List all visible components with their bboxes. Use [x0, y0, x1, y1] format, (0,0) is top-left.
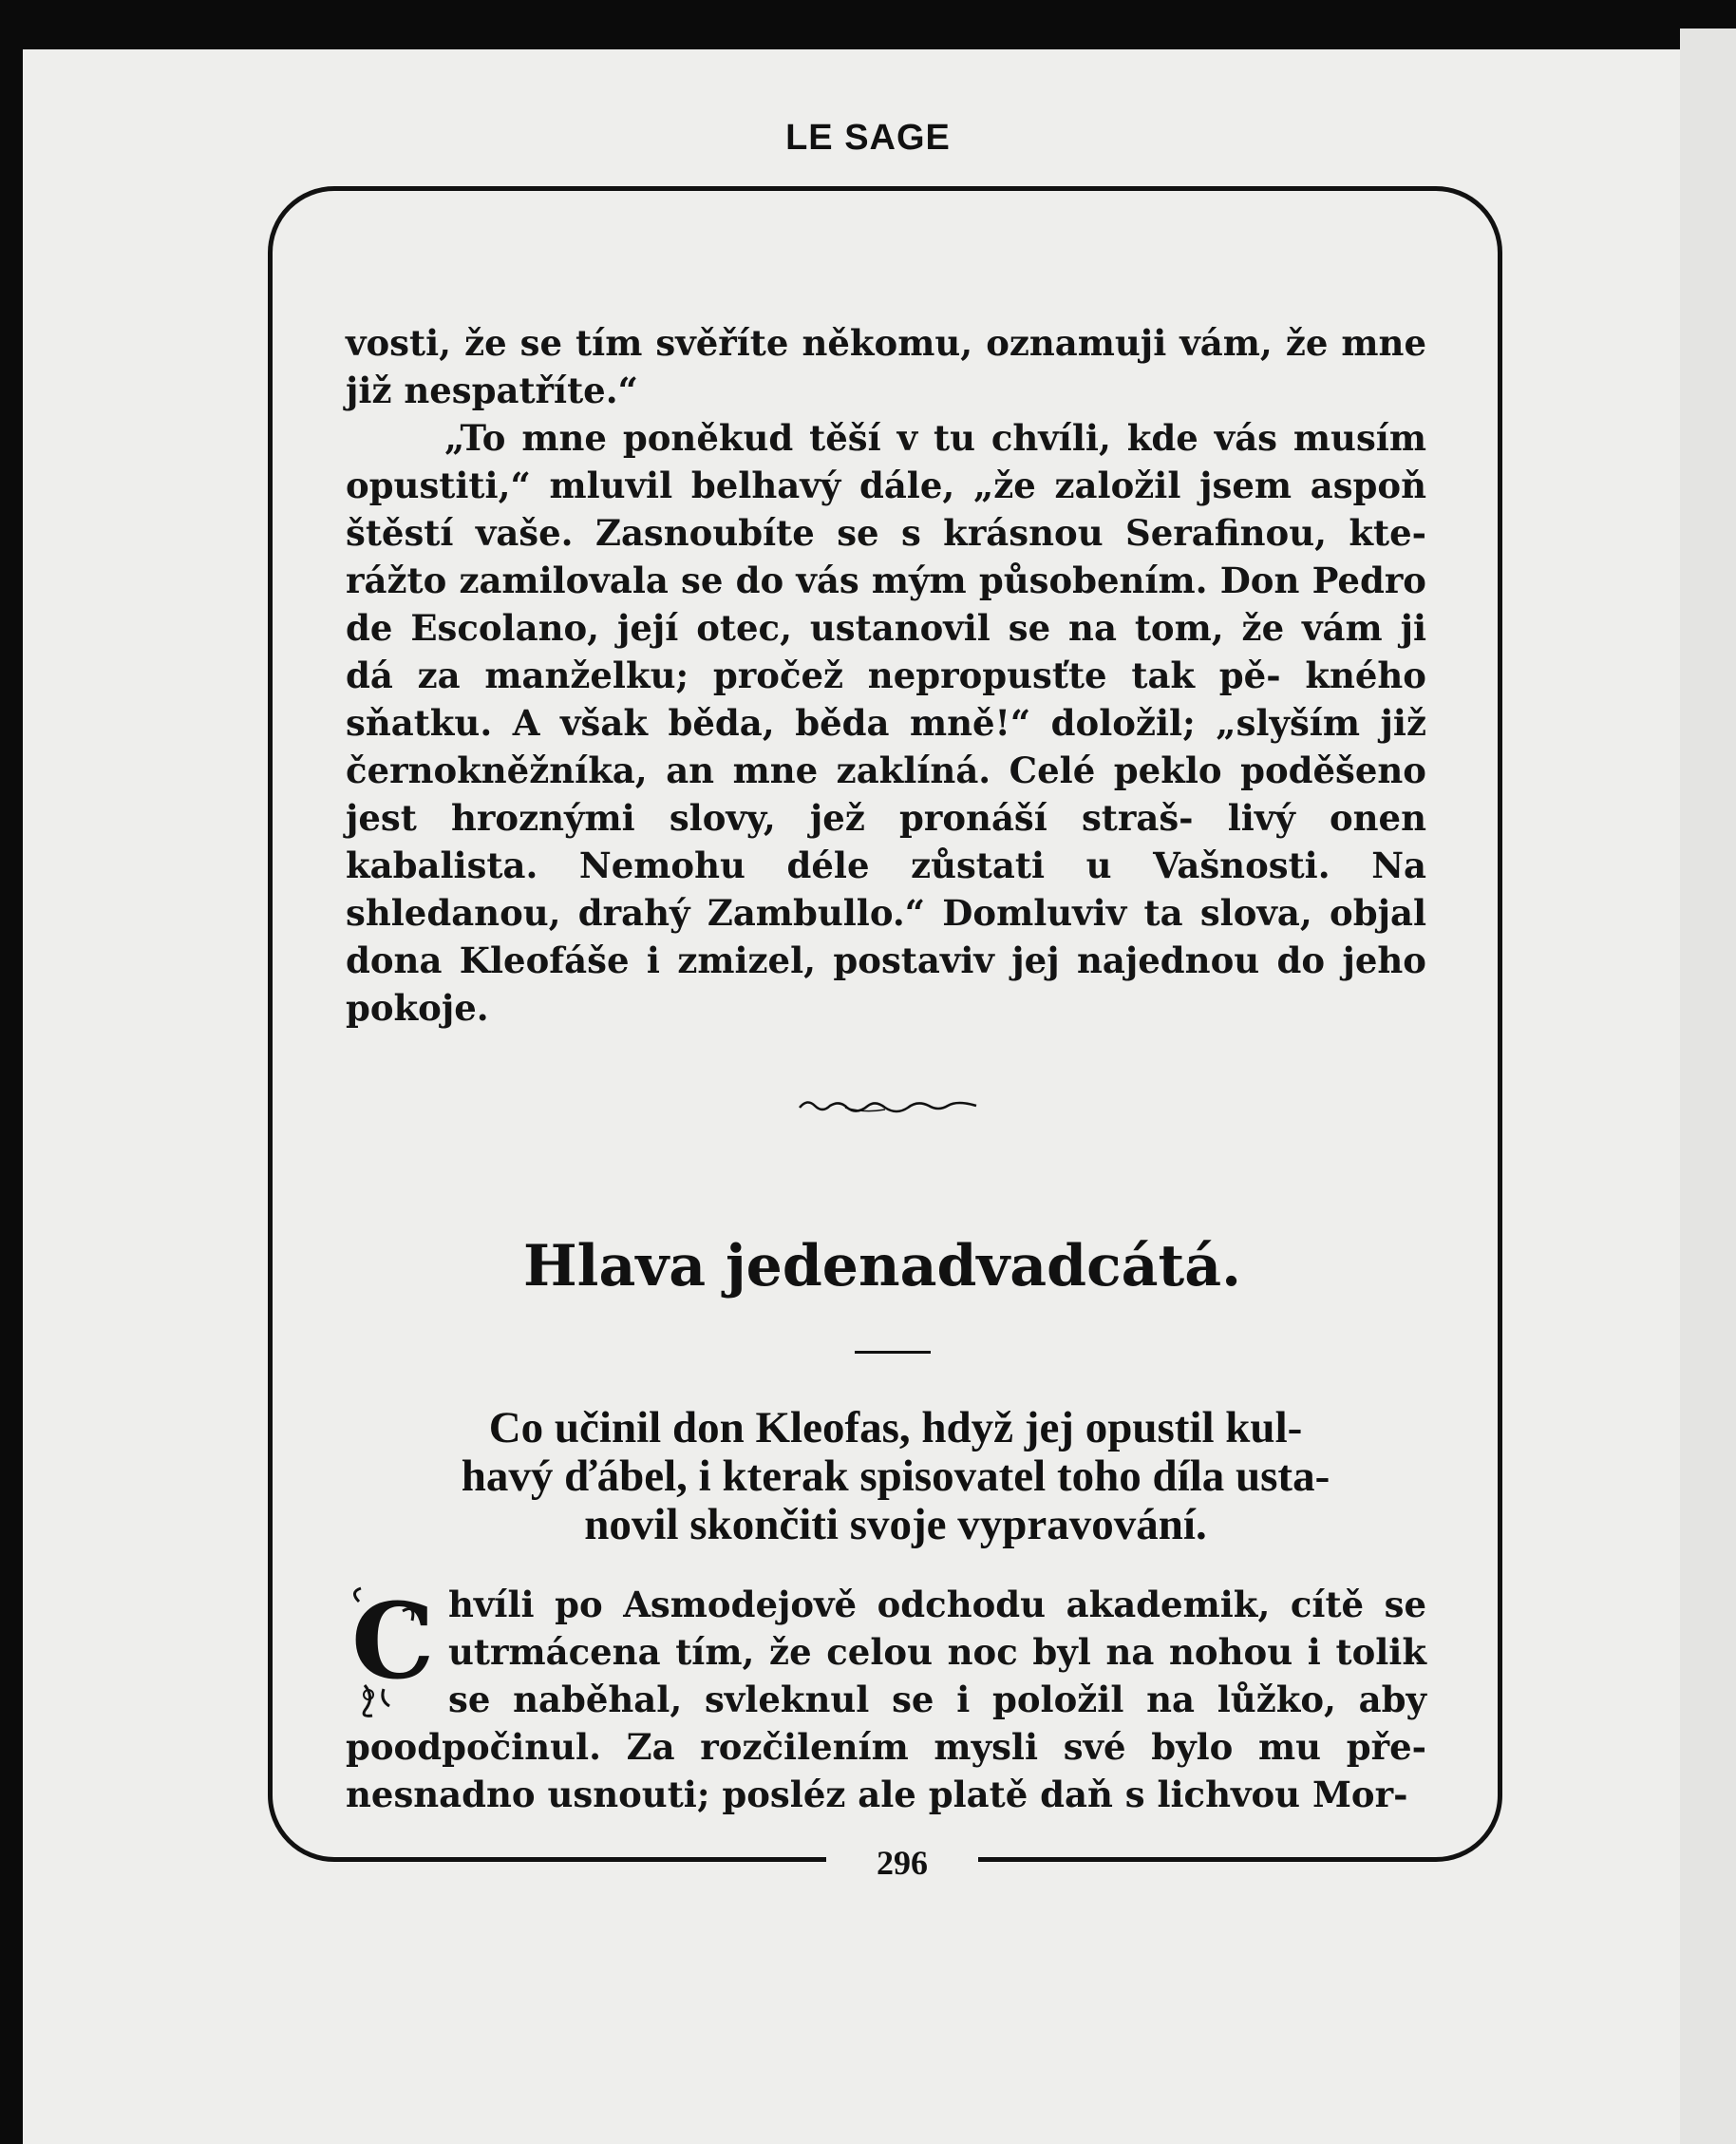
subtitle-line: novil skončiti svoje vypravování.: [584, 1500, 1207, 1549]
page-number: 296: [877, 1844, 928, 1882]
text-line: mne již nespatříte.“: [346, 322, 1426, 411]
text-line: se naběhal, svleknul se i položil na lůžko, aby: [448, 1679, 1426, 1720]
text-line: vám ji dá za manželku; pročež nepropusťte tak pě-: [346, 607, 1427, 696]
chapter-title: Hlava jedenadvadcátá.: [522, 1233, 1242, 1300]
section-ornament-icon: [798, 1092, 978, 1121]
text-line: poodpočinul. Za rozčilením mysli své bylo mu pře-: [346, 1726, 1426, 1768]
text-line: peklo poděšeno jest hroznými slovy, jež pronáší straš-: [346, 749, 1426, 839]
svg-text:C: C: [351, 1583, 435, 1702]
running-header: LE SAGE: [785, 118, 951, 158]
text-line: hvíli po Asmodejově odchodu akademik, cítě se: [448, 1584, 1426, 1625]
text-line: nesnadno usnouti; posléz ale platě daň s lichvou Mor-: [346, 1774, 1408, 1815]
text-line: livý onen kabalista. Nemohu déle zůstati u Vašnosti.: [346, 797, 1426, 886]
subtitle-line: havý ďábel, i kterak spisovatel toho díla usta-: [461, 1451, 1330, 1501]
text-line: Na shledanou, drahý Zambullo.“ Domluviv ta slova,: [346, 844, 1426, 934]
facing-page-edge: [1680, 28, 1736, 2144]
text-line: objal dona Kleofáše i zmizel, postaviv jej najednou: [346, 892, 1426, 981]
body-text-top: [346, 319, 1426, 1032]
text-line: opustiti,“ mluvil belhavý dále, „že založil jsem aspoň: [346, 465, 1426, 506]
body-text-bottom: [346, 1581, 1426, 1818]
text-line: rážto zamilovala se do vás mým působením. Don: [346, 560, 1312, 601]
title-rule: [855, 1351, 931, 1354]
subtitle-line: Co učinil don Kleofas, hdyž jej opustil kul-: [488, 1403, 1303, 1452]
text-line: Pedro de Escolano, její otec, ustanovil se na tom, že: [346, 560, 1426, 649]
chapter-subtitle: [363, 1404, 1428, 1549]
text-line: štěstí vaše. Zasnoubíte se s krásnou Serafinou, kte-: [346, 512, 1426, 554]
text-line: „slyším již černokněžníka, an mne zaklíná. Celé: [346, 702, 1427, 791]
text-line: „To mne poněkud těší v tu chvíli, kde vás musím: [444, 417, 1426, 459]
text-line: utrmácena tím, že celou noc byl na nohou i tolik: [448, 1631, 1426, 1673]
paragraph-1: [346, 319, 1426, 414]
paragraph-3: [346, 1581, 1426, 1818]
paragraph-2: [346, 414, 1426, 1032]
text-line: vosti, že se tím svěříte někomu, oznamuji vám, že: [346, 322, 1342, 364]
drop-cap-icon: [346, 1583, 441, 1720]
text-line: do jeho pokoje.: [346, 939, 1426, 1029]
text-line: kného sňatku. A však běda, běda mně!“ doložil;: [346, 655, 1426, 744]
